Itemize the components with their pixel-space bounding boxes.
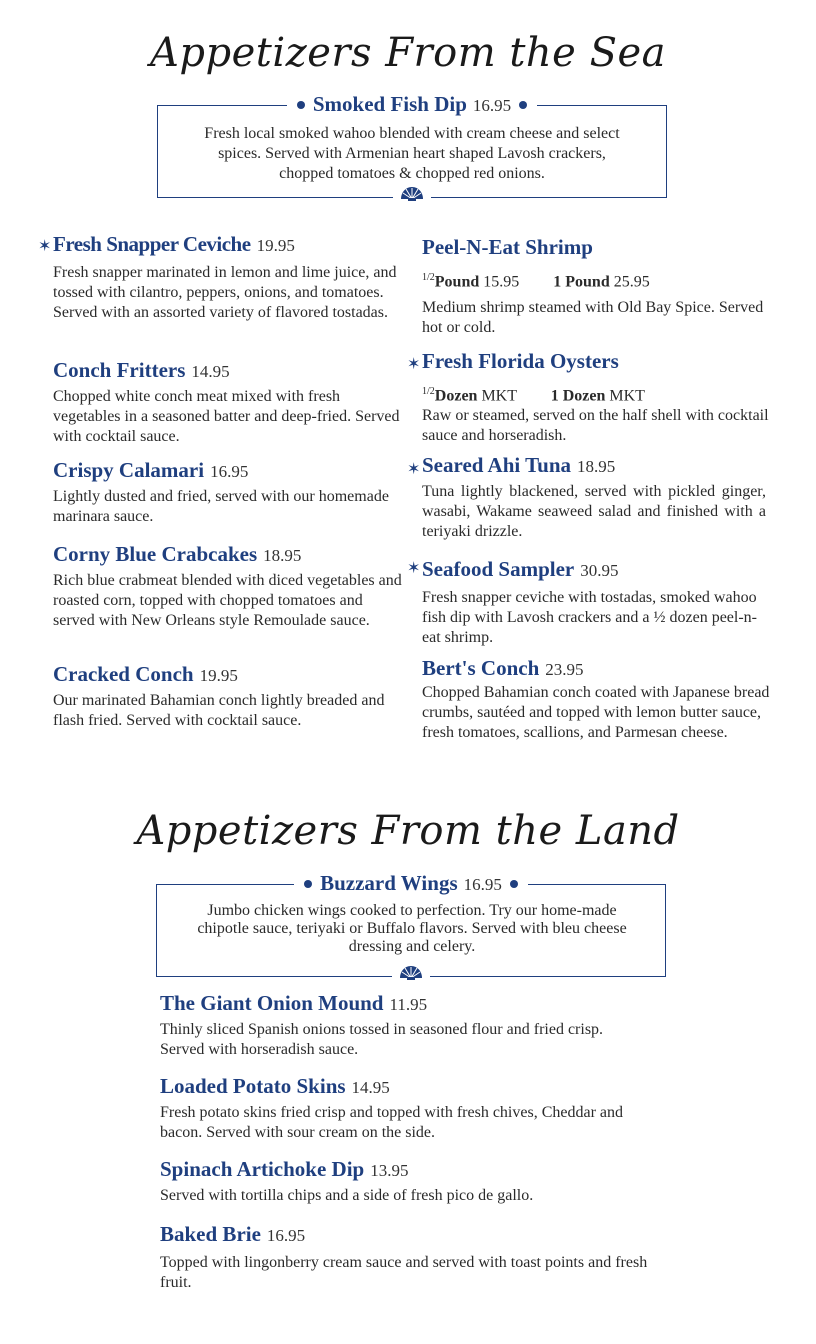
item-price: 18.95 [577, 457, 616, 476]
item-price: 30.95 [580, 561, 619, 580]
shell-icon [398, 964, 424, 980]
portion-label: 1 Pound [553, 273, 610, 291]
portion-label: Pound [434, 273, 480, 291]
shell-icon [399, 185, 425, 201]
star-icon: ✶ [38, 238, 52, 255]
item-price: 11.95 [389, 995, 428, 1014]
item-desc: Topped with lingonberry cream sauce and served with toast points and fresh fruit. [160, 1254, 648, 1291]
menu-item [422, 349, 772, 446]
menu-item [160, 1157, 640, 1206]
bullet-dot [510, 880, 518, 888]
item-desc: Raw or steamed, served on the half shell with cocktail sauce and horseradish. [422, 407, 769, 445]
shell-ornament [156, 964, 666, 985]
portion-price: MKT [481, 387, 517, 405]
item-price: 16.95 [463, 875, 502, 894]
item-price: 19.95 [199, 666, 238, 685]
star-icon: ✶ [407, 356, 421, 373]
item-desc: Chopped white conch meat mixed with fresh vegetables in a seasoned batter and deep-fried. Served with cocktail sauce. [53, 388, 400, 445]
item-desc: Lightly dusted and fried, served with our homemade marinara sauce. [53, 488, 389, 525]
item-name: Corny Blue Crabcakes [53, 542, 258, 566]
half-prefix: 1/2 [422, 272, 435, 283]
item-desc: Fresh potato skins fried crisp and topped with fresh chives, Cheddar and bacon. Served with sour cream on the side. [160, 1104, 624, 1141]
item-name: Crispy Calamari [53, 458, 205, 482]
item-name: Conch Fritters [53, 358, 186, 382]
item-name: Fresh Florida Oysters [422, 349, 619, 373]
menu-item [53, 542, 403, 631]
item-name: Cracked Conch [53, 662, 194, 686]
star-icon: ✶ [407, 461, 421, 478]
portion-label: Dozen [434, 387, 478, 405]
item-price: 14.95 [191, 362, 230, 381]
featured-title-sea [157, 92, 667, 117]
menu-item [422, 656, 772, 743]
item-price: 16.95 [210, 462, 249, 481]
item-price: 18.95 [263, 546, 302, 565]
item-desc: Rich blue crabmeat blended with diced vegetables and roasted corn, topped with chopped tomatoes and served with New Orleans style Remoulade sauce. [53, 572, 402, 629]
item-desc: Jumbo chicken wings cooked to perfection. Try our home-made chipotle sauce, teriyaki or Buffalo flavors. Served with bleu cheese dressing and celery. [197, 902, 627, 955]
sea-heading: Appetizers From the Sea [150, 30, 666, 76]
menu-item [53, 458, 403, 527]
item-name: Bert's Conch [422, 656, 540, 680]
bullet-dot [304, 880, 312, 888]
half-prefix: 1/2 [422, 386, 435, 397]
item-portions [422, 268, 772, 292]
portion-price: MKT [609, 387, 645, 405]
item-name: Buzzard Wings [320, 871, 458, 895]
star-icon: ✶ [407, 560, 421, 577]
item-name: Fresh Snapper Ceviche [53, 232, 251, 256]
shell-ornament [157, 185, 667, 206]
menu-item [422, 235, 772, 338]
item-name: Spinach Artichoke Dip [160, 1157, 365, 1181]
menu-item [160, 991, 640, 1060]
item-price: 13.95 [370, 1161, 409, 1180]
menu-item [160, 1074, 640, 1143]
featured-title-land [156, 871, 666, 896]
portion-label: 1 Dozen [550, 387, 606, 405]
item-name: Smoked Fish Dip [312, 92, 467, 116]
item-name: Peel-N-Eat Shrimp [422, 235, 593, 259]
menu-item [53, 232, 403, 323]
item-price: 19.95 [256, 236, 295, 255]
portion-price: 15.95 [483, 273, 520, 291]
item-price: 14.95 [351, 1078, 390, 1097]
item-price: 23.95 [545, 660, 584, 679]
item-name: The Giant Onion Mound [160, 991, 384, 1015]
item-desc: Our marinated Bahamian conch lightly breaded and flash fried. Served with cocktail sauce. [53, 692, 385, 729]
item-desc: Tuna lightly blackened, served with pickled ginger, wasabi, Wakame seaweed salad and finished with a teriyaki drizzle. [422, 483, 766, 540]
menu-item [160, 1222, 670, 1293]
menu-item [53, 662, 403, 731]
item-desc: Fresh snapper ceviche with tostadas, smoked wahoo fish dip with Lavosh crackers and a ½ dozen peel-n-eat shrimp. [422, 589, 757, 646]
item-name: Baked Brie [160, 1222, 261, 1246]
item-desc: Fresh snapper marinated in lemon and lime juice, and tossed with cilantro, peppers, onions, and tomatoes. Served with an assorted variety of flavored tostadas. [53, 264, 397, 321]
item-name: Seared Ahi Tuna [422, 453, 572, 477]
item-name: Loaded Potato Skins [160, 1074, 346, 1098]
item-desc: Thinly sliced Spanish onions tossed in seasoned flour and fried crisp. Served with horseradish sauce. [160, 1021, 604, 1058]
menu-item [53, 358, 403, 447]
item-desc: Fresh local smoked wahoo blended with cream cheese and select spices. Served with Armenian heart shaped Lavosh crackers, chopped tomatoes & chopped red onions. [204, 125, 620, 182]
item-price: 16.95 [472, 96, 512, 115]
item-desc: Chopped Bahamian conch coated with Japanese bread crumbs, sautéed and topped with lemon butter sauce, fresh tomatoes, scallions, and Parmesan cheese. [422, 684, 770, 741]
menu-item [422, 453, 766, 542]
item-desc: Medium shrimp steamed with Old Bay Spice. Served hot or cold. [422, 299, 764, 337]
item-desc: Served with tortilla chips and a side of fresh pico de gallo. [160, 1187, 534, 1204]
item-portions [422, 382, 772, 406]
land-heading: Appetizers From the Land [136, 808, 680, 854]
item-name: Seafood Sampler [422, 557, 575, 581]
bullet-dot [519, 101, 527, 109]
item-price: 16.95 [266, 1226, 306, 1245]
bullet-dot [297, 101, 305, 109]
menu-item [422, 557, 772, 648]
portion-price: 25.95 [613, 273, 650, 291]
